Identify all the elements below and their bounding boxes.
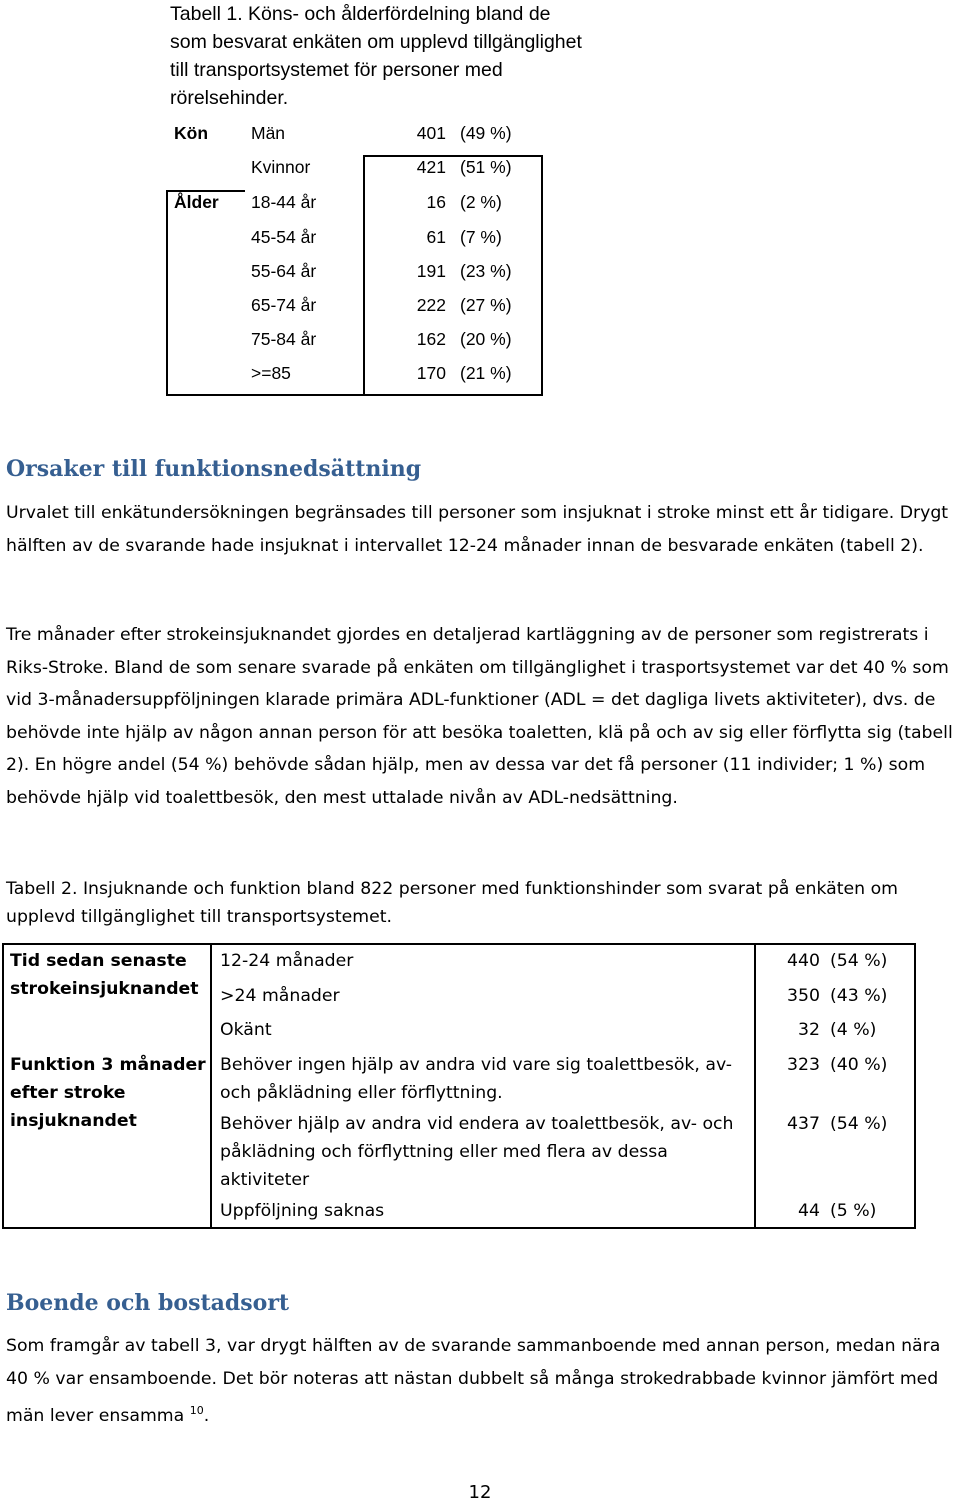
table2-row-count: 32	[798, 1020, 820, 1040]
page-number: 12	[468, 1482, 492, 1503]
table2-row-desc: Uppföljning saknas	[220, 1201, 385, 1221]
table2-row-count: 440	[787, 951, 820, 971]
table1-border-right	[541, 155, 543, 396]
table2-row-desc: Behöver hjälp av andra vid endera av toalettbesök, av- och påklädning och förflyttning eller med flera av dessa aktiviteter	[220, 1114, 734, 1190]
table2-group-funktion: Funktion 3 månader efter stroke insjuknandet	[10, 1055, 206, 1131]
table1-row-count: 16	[426, 192, 446, 212]
section2-paragraph-end: .	[203, 1405, 210, 1426]
table1-row-label: 18-44 år	[251, 192, 317, 212]
table2-row-count: 350	[787, 986, 820, 1006]
table1-border-mid	[363, 155, 365, 396]
table1-caption: Tabell 1. Köns- och ålderfördelning bland de som besvarat enkäten om upplevd tillgänglighet till transportsystemet för personer med rörelsehinder.	[170, 3, 582, 109]
section1-paragraph-1: Urvalet till enkätundersökningen begränsades till personer som insjuknat i stroke minst ett år tidigare. Drygt hälften av de svarande hade insjuknat i intervallet 12-24 månader innan de besvarade enkäten (tabell 2).	[6, 503, 949, 556]
table1-row-label: >=85	[251, 363, 291, 383]
table1-row-pct: (7 %)	[460, 227, 502, 247]
table1-row-label: Män	[251, 123, 286, 143]
table1-border-left	[166, 190, 168, 396]
table2-row-desc: Okänt	[220, 1020, 272, 1040]
table1-row-label: 55-64 år	[251, 261, 317, 281]
table2-row-pct: (5 %)	[830, 1201, 877, 1221]
table1-border-bottom	[166, 394, 543, 396]
table2-divider	[754, 945, 756, 1227]
table1-row-count: 61	[426, 227, 446, 247]
table2-row-count: 323	[787, 1055, 820, 1075]
table1-group-kon: Kön	[174, 123, 209, 143]
table1-row-label: 45-54 år	[251, 227, 317, 247]
table2-row-desc: >24 månader	[220, 986, 340, 1006]
table1-row-label: 75-84 år	[251, 329, 317, 349]
section2-paragraph	[6, 1330, 956, 1432]
table1-row-count: 401	[416, 123, 446, 143]
table1-row-label: Kvinnor	[251, 157, 311, 177]
table1-row-count: 170	[416, 363, 446, 383]
table1-row-count: 421	[416, 157, 446, 177]
table1	[166, 111, 543, 396]
table1-row-count: 162	[416, 329, 446, 349]
table2-divider	[210, 945, 212, 1227]
table1-row-pct: (23 %)	[460, 261, 512, 281]
table2-row-desc: 12-24 månader	[220, 951, 354, 971]
table1-row-pct: (49 %)	[460, 123, 512, 143]
table1-row-count: 191	[416, 261, 446, 281]
section2-paragraph-text: Som framgår av tabell 3, var drygt hälften av de svarande sammanboende med annan person, medan nära 40 % var ensamboende. Det bör noteras att nästan dubbelt så många strokedrabbade kvinnor jämfört med män lever ensamma	[6, 1336, 941, 1426]
table1-row-pct: (51 %)	[460, 157, 512, 177]
table1-row-pct: (20 %)	[460, 329, 512, 349]
table2-row-count: 437	[787, 1114, 820, 1134]
table2	[2, 943, 916, 1229]
table2-row-pct: (43 %)	[830, 986, 888, 1006]
table2-row-pct: (54 %)	[830, 951, 888, 971]
footnote-reference: 10	[189, 1404, 204, 1417]
table1-row-pct: (21 %)	[460, 363, 512, 383]
table2-group-tid: Tid sedan senaste strokeinsjuknandet	[10, 951, 199, 999]
section1-paragraph-2: Tre månader efter strokeinsjuknandet gjordes en detaljerad kartläggning av de personer som registrerats i Riks-Stroke. Bland de som senare svarade på enkäten om tillgänglighet i trasportsystemet var det 40 % som vid 3-månadersuppföljningen klarade primära ADL-funktioner (ADL = det dagliga livets aktiviteter), dvs. de behövde inte hjälp av någon annan person för att besöka toaletten, klä på och av sig eller förflytta sig (tabell 2). En högre andel (54 %) behövde sådan hjälp, men av dessa var det få personer (11 individer; 1 %) som behövde hjälp vid toalettbesök, den mest uttalade nivån av ADL-nedsättning.	[6, 625, 953, 808]
table2-row-count: 44	[798, 1201, 820, 1221]
table2-caption: Tabell 2. Insjuknande och funktion bland 822 personer med funktionshinder som svarat på enkäten om upplevd tillgänglighet till transportsystemet.	[6, 879, 899, 927]
table2-row-pct: (54 %)	[830, 1114, 888, 1134]
table1-row-pct: (27 %)	[460, 295, 512, 315]
table1-group-alder: Ålder	[174, 192, 219, 212]
table1-row-pct: (2 %)	[460, 192, 502, 212]
table2-row-pct: (40 %)	[830, 1055, 888, 1075]
table1-row-count: 222	[416, 295, 446, 315]
section-heading-boende: Boende och bostadsort	[6, 1290, 290, 1316]
section-heading-orsaker: Orsaker till funktionsnedsättning	[6, 456, 422, 482]
table2-row-pct: (4 %)	[830, 1020, 877, 1040]
table2-row-desc: Behöver ingen hjälp av andra vid vare sig toalettbesök, av- och påklädning eller förflyttning.	[220, 1055, 732, 1103]
table1-row-label: 65-74 år	[251, 295, 317, 315]
